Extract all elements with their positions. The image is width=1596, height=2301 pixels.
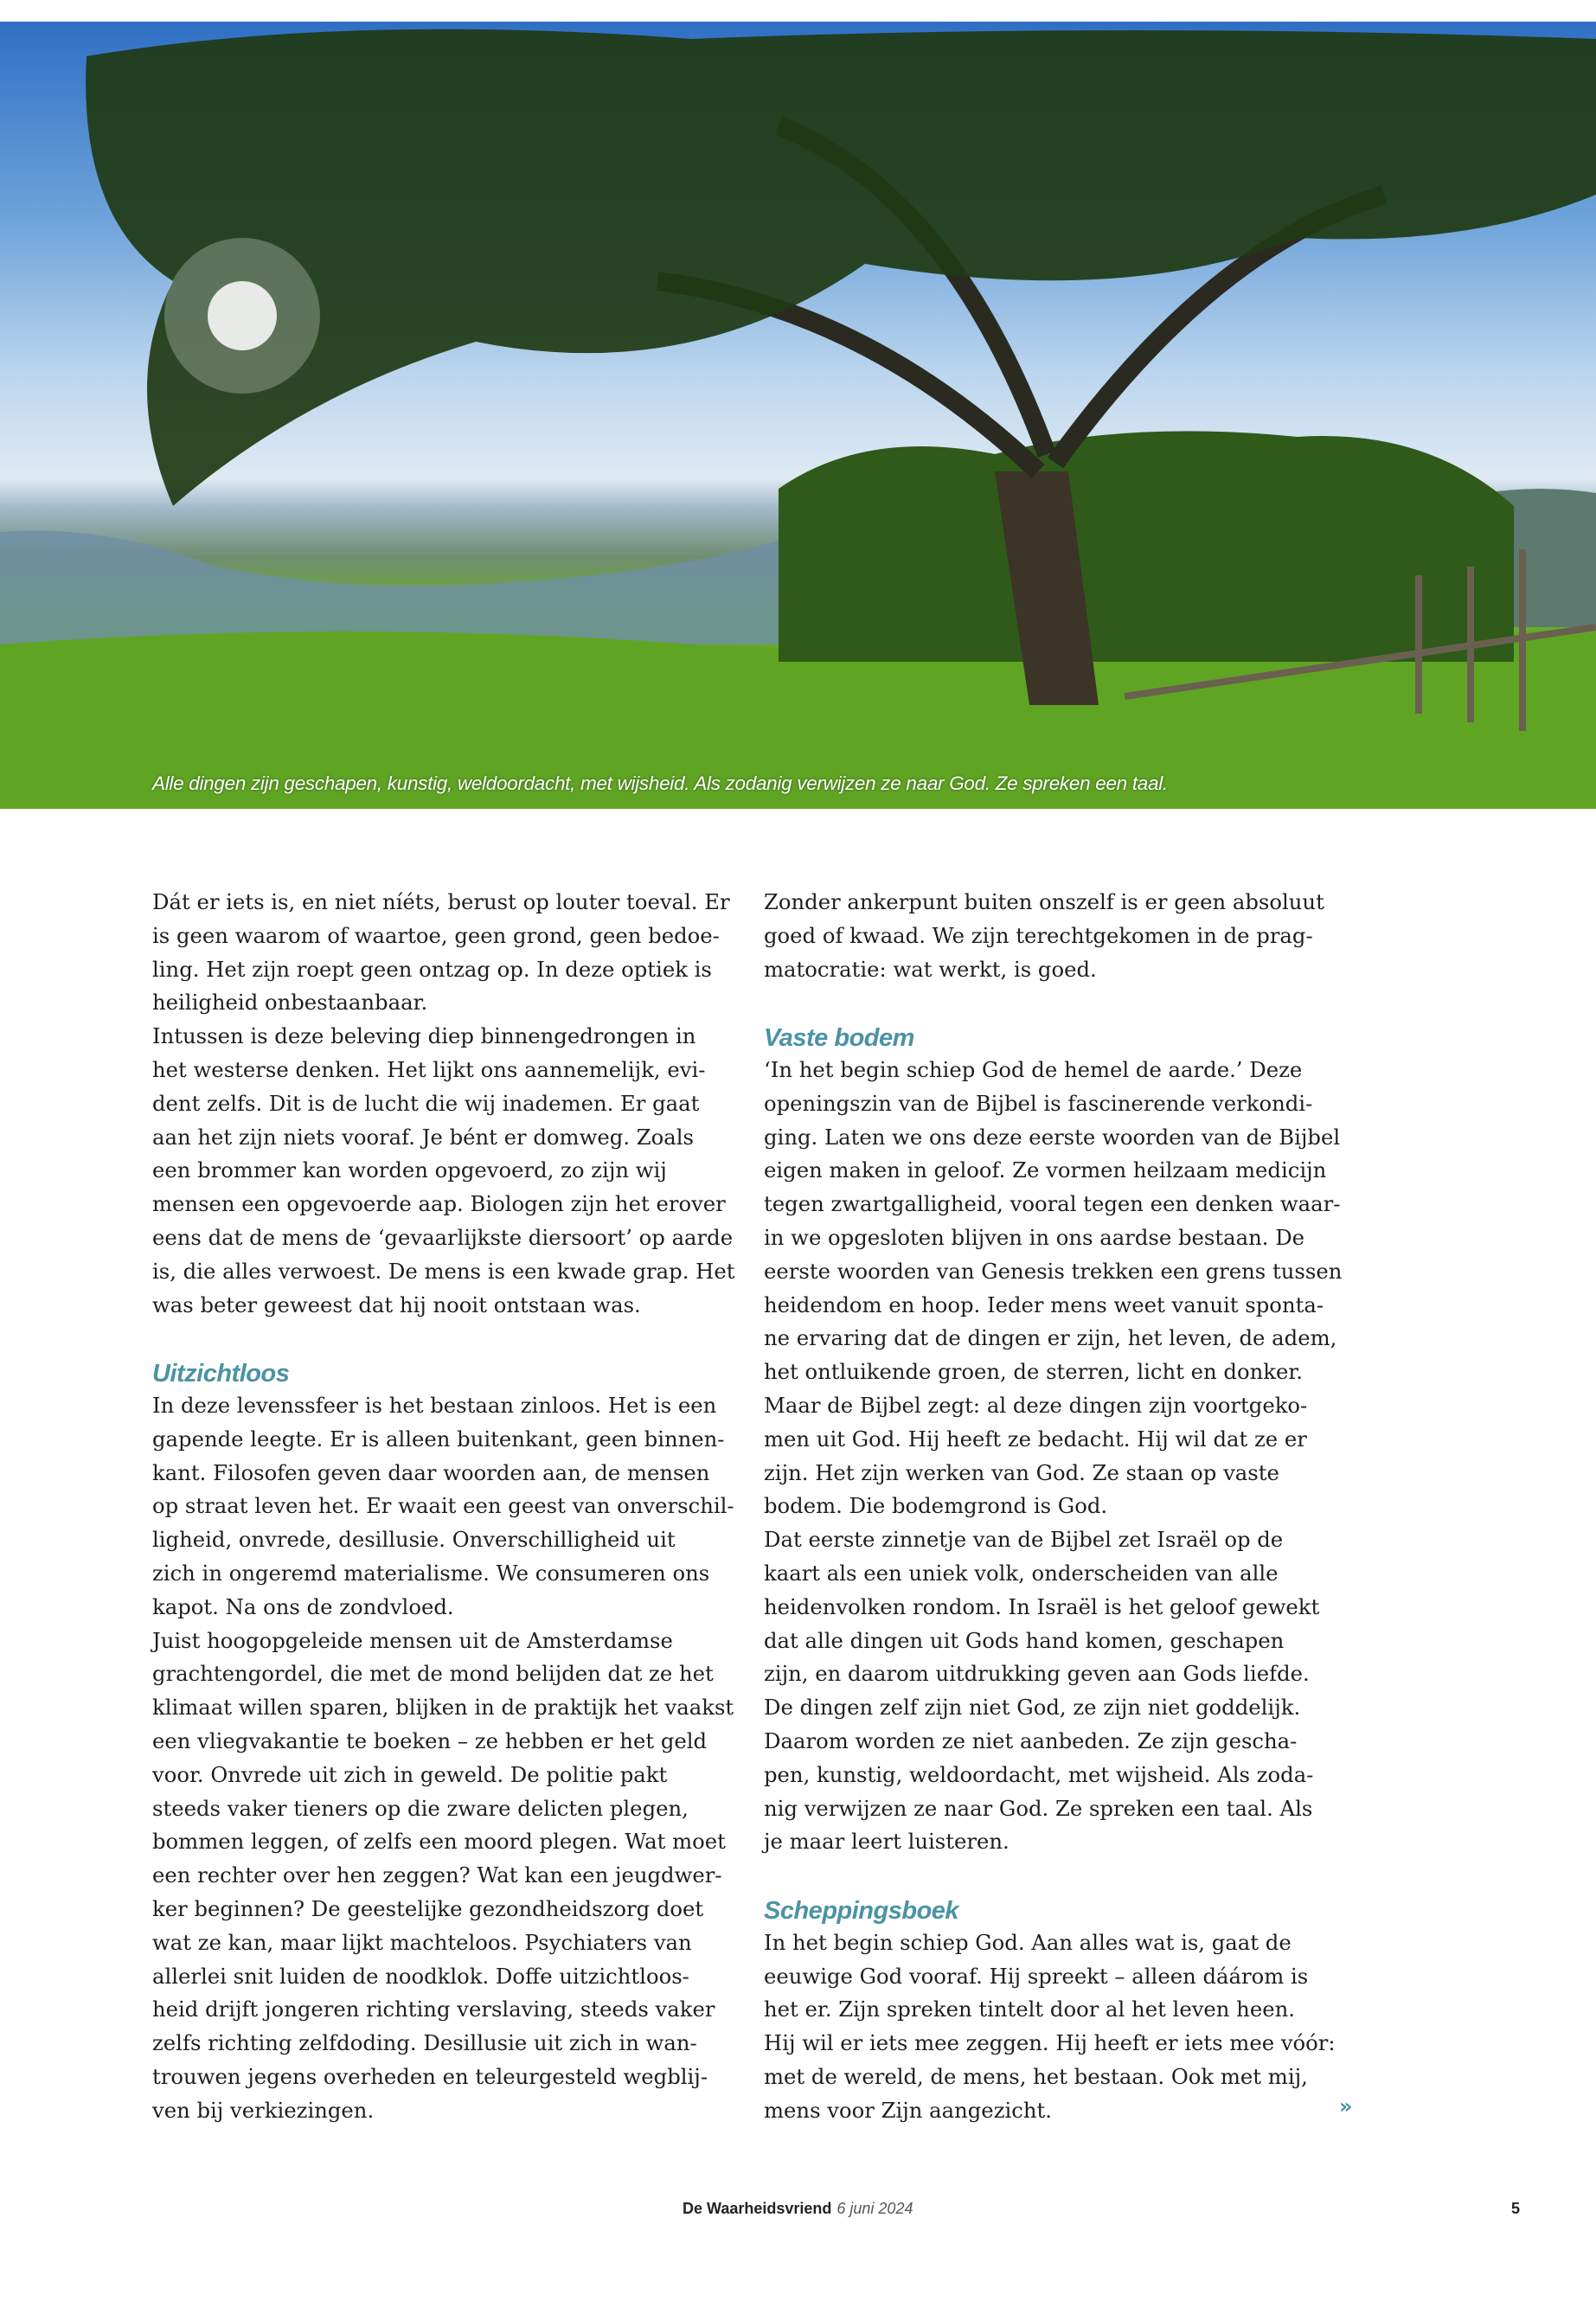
text-line: men uit God. Hij heeft ze bedacht. Hij wil dat ze er (764, 1426, 1307, 1452)
text-line: openingszin van de Bijbel is fascinerende verkondi- (764, 1090, 1313, 1116)
publication-name: De Waarheidsvriend (683, 2200, 832, 2217)
photo-caption: Alle dingen zijn geschapen, kunstig, weldoordacht, met wijsheid. Als zodanig verwijzen ze naar God. Ze spreken een taal. (152, 772, 1168, 794)
section-heading: Vaste bodem (764, 1024, 914, 1053)
text-line: In het begin schiep God. Aan alles wat is, gaat de (764, 1929, 1292, 1955)
text-line: was beter geweest dat hij nooit ontstaan was. (152, 1292, 641, 1317)
text-line: ‘In het begin schiep God de hemel de aarde.’ Deze (764, 1056, 1303, 1082)
text-line: Maar de Bijbel zegt: al deze dingen zijn voortgeko- (764, 1392, 1308, 1418)
section-heading: Uitzichtloos (152, 1360, 290, 1388)
text-line: wat ze kan, maar lijkt machteloos. Psychiaters van (152, 1929, 692, 1955)
text-line: gapende leegte. Er is alleen buitenkant, geen binnen- (152, 1426, 725, 1452)
text-line: kaart als een uniek volk, onderscheiden van alle (764, 1560, 1279, 1586)
text-line: eeuwige God vooraf. Hij spreekt – alleen dáárom is (764, 1963, 1309, 1989)
text-line: eigen maken in geloof. Ze vormen heilzaam medicijn (764, 1157, 1327, 1183)
text-line: kant. Filosofen geven daar woorden aan, de mensen (152, 1459, 710, 1485)
text-line: Daarom worden ze niet aanbeden. Ze zijn gescha- (764, 1727, 1298, 1753)
page-number: 5 (1511, 2200, 1521, 2217)
paragraph (152, 1389, 734, 1625)
paragraph (764, 1054, 1343, 1523)
text-line: zich in ongeremd materialisme. We consumeren ons (152, 1560, 710, 1586)
issue-date: 6 juni 2024 (836, 2200, 913, 2217)
text-line: ne ervaring dat de dingen er zijn, het leven, de adem, (764, 1325, 1337, 1351)
text-line: allerlei snit luiden de noodklok. Doffe uitzichtloos- (152, 1963, 689, 1989)
text-line: voor. Onvrede uit zich in geweld. De politie pakt (152, 1761, 668, 1787)
paragraph (152, 1020, 735, 1322)
text-line: mens voor Zijn aangezicht. (764, 2097, 1053, 2123)
article-column-right (764, 886, 1343, 2127)
text-line: trouwen jegens overheden en teleurgesteld wegblij- (152, 2063, 708, 2089)
text-line: bodem. Die bodemgrond is God. (764, 1493, 1108, 1519)
paragraph (152, 886, 730, 1020)
hero-photo-tree-landscape (0, 22, 1596, 809)
article-column-left (152, 886, 735, 2127)
text-line: tegen zwartgalligheid, vooral tegen een denken waar- (764, 1191, 1341, 1217)
text-line: dat alle dingen uit Gods hand komen, geschapen (764, 1627, 1285, 1653)
text-line: bommen leggen, of zelfs een moord plegen. Wat moet (152, 1829, 726, 1855)
text-line: ligheid, onvrede, desillusie. Onverschilligheid uit (152, 1527, 676, 1553)
section-heading: Scheppingsboek (764, 1896, 959, 1925)
text-line: een vliegvakantie te boeken – ze hebben er het geld (152, 1727, 708, 1753)
text-line: heidenvolken rondom. In Israël is het geloof gewekt (764, 1593, 1320, 1619)
page-footer (683, 2200, 913, 2218)
text-line: De dingen zelf zijn niet God, ze zijn niet goddelijk. (764, 1695, 1301, 1721)
text-line: steeds vaker tieners op die zware delicten plegen, (152, 1795, 689, 1821)
text-line: zijn. Het zijn werken van God. Ze staan op vaste (764, 1459, 1279, 1485)
text-line: is geen waarom of waartoe, geen grond, geen bedoe- (152, 922, 720, 948)
text-line: Dát er iets is, en niet níéts, berust op louter toeval. Er (152, 889, 730, 914)
text-line: ging. Laten we ons deze eerste woorden van de Bijbel (764, 1124, 1341, 1150)
text-line: ker beginnen? De geestelijke gezondheidszorg doet (152, 1895, 704, 1921)
text-line: zijn, en daarom uitdrukking geven aan Gods liefde. (764, 1661, 1310, 1687)
text-line: eens dat de mens de ‘gevaarlijkste diersoort’ op aarde (152, 1224, 734, 1250)
text-line: heiligheid onbestaanbaar. (152, 990, 428, 1016)
continue-arrow-icon: » (1339, 2094, 1353, 2118)
text-line: Intussen is deze beleving diep binnengedrongen in (152, 1023, 696, 1049)
text-line: ling. Het zijn roept geen ontzag op. In deze optiek is (152, 956, 712, 982)
text-line: nig verwijzen ze naar God. Ze spreken een taal. Als (764, 1795, 1313, 1821)
text-line: Zonder ankerpunt buiten onszelf is er geen absoluut (764, 889, 1324, 914)
text-line: matocratie: wat werkt, is goed. (764, 956, 1097, 982)
paragraph (152, 1625, 734, 2128)
text-line: een brommer kan worden opgevoerd, zo zijn wij (152, 1157, 667, 1183)
text-line: het ontluikende groen, de sterren, licht en donker. (764, 1359, 1304, 1385)
text-line: grachtengordel, die met de mond belijden dat ze het (152, 1661, 714, 1687)
text-line: klimaat willen sparen, blijken in de praktijk het vaakst (152, 1695, 734, 1721)
text-line: kapot. Na ons de zondvloed. (152, 1593, 454, 1619)
text-line: zelfs richting zelfdoding. Desillusie uit zich in wan- (152, 2030, 697, 2056)
paragraph (764, 1523, 1335, 1859)
text-line: Hij wil er iets mee zeggen. Hij heeft er iets mee vóór: (764, 2030, 1336, 2056)
text-line: een rechter over hen zeggen? Wat kan een jeugdwer- (152, 1862, 722, 1888)
text-line: ven bij verkiezingen. (152, 2097, 375, 2123)
text-line: Dat eerste zinnetje van de Bijbel zet Israël op de (764, 1527, 1284, 1553)
text-line: op straat leven het. Er waait een geest van onverschil- (152, 1493, 734, 1519)
text-line: heid drijft jongeren richting verslaving, steeds vaker (152, 1997, 715, 2022)
text-line: het westerse denken. Het lijkt ons aannemelijk, evi- (152, 1056, 706, 1082)
paragraph (764, 886, 1335, 986)
text-line: dent zelfs. Dit is de lucht die wij inademen. Er gaat (152, 1090, 700, 1116)
text-line: is, die alles verwoest. De mens is een kwade grap. Het (152, 1258, 735, 1284)
landscape-illustration (0, 22, 1596, 809)
text-line: goed of kwaad. We zijn terechtgekomen in de prag- (764, 922, 1313, 948)
paragraph (764, 1926, 1335, 2128)
text-line: pen, kunstig, weldoordacht, met wijsheid. Als zoda- (764, 1761, 1314, 1787)
text-line: aan het zijn niets vooraf. Je bént er domweg. Zoals (152, 1124, 695, 1150)
text-line: eerste woorden van Genesis trekken een grens tussen (764, 1258, 1343, 1284)
text-line: mensen een opgevoerde aap. Biologen zijn het erover (152, 1191, 726, 1217)
text-line: met de wereld, de mens, het bestaan. Ook met mij, (764, 2063, 1308, 2089)
text-line: In deze levenssfeer is het bestaan zinloos. Het is een (152, 1392, 717, 1418)
text-line: je maar leert luisteren. (764, 1829, 1010, 1855)
text-line: in we opgesloten blijven in ons aardse bestaan. De (764, 1224, 1305, 1250)
text-line: het er. Zijn spreken tintelt door al het leven heen. (764, 1997, 1295, 2022)
text-line: heidendom en hoop. Ieder mens weet vanuit sponta- (764, 1292, 1324, 1317)
text-line: Juist hoogopgeleide mensen uit de Amsterdamse (152, 1627, 673, 1653)
